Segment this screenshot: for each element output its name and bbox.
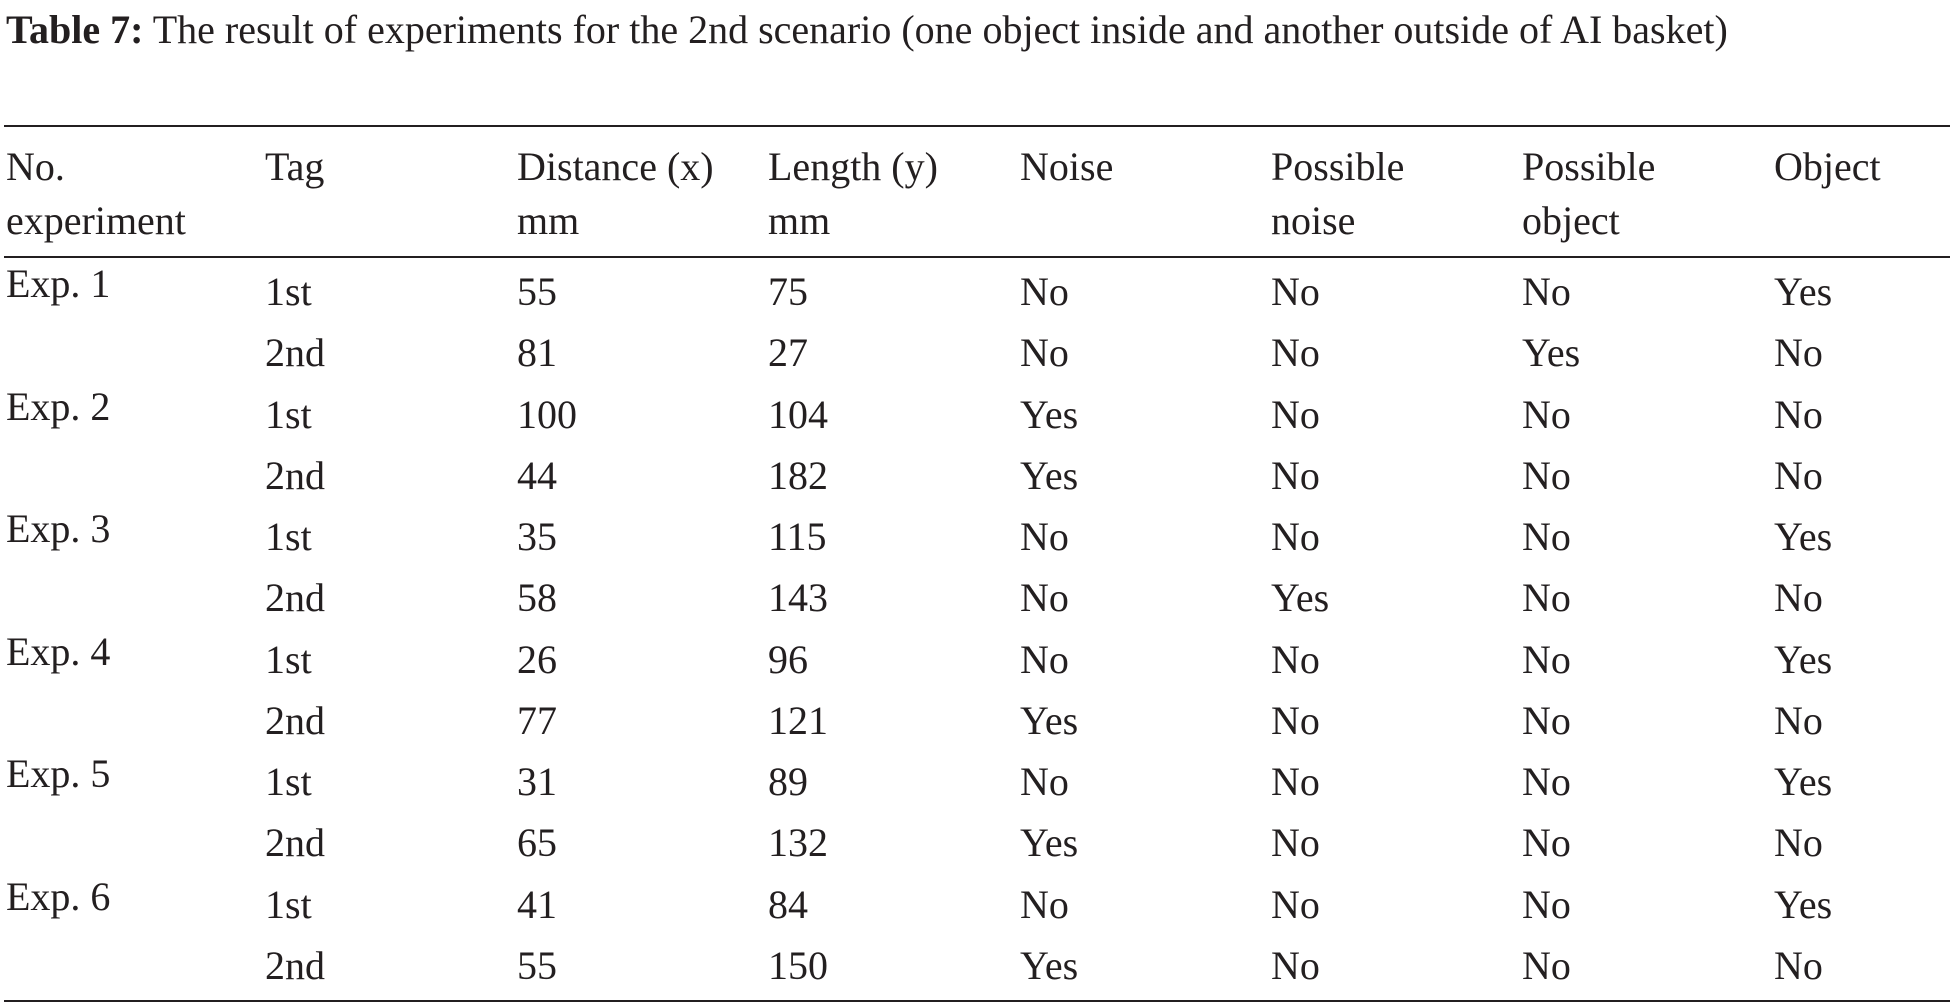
cell-possible-noise: No [1271, 269, 1320, 314]
column-header-line: noise [1271, 198, 1356, 243]
column-header-line: mm [768, 198, 831, 243]
cell-possible-noise: No [1271, 942, 1320, 988]
table-row [0, 446, 1954, 507]
cell-object: No [1774, 391, 1823, 437]
cell-length: 121 [768, 697, 828, 743]
cell-experiment: Exp. 3 [6, 506, 111, 551]
cell-length: 96 [768, 636, 808, 682]
cell-possible-object: No [1522, 514, 1571, 559]
cell-tag: 2nd [265, 697, 325, 743]
cell-length: 104 [768, 391, 828, 437]
column-header-line: Object [1774, 144, 1881, 189]
cell-possible-noise: No [1271, 636, 1320, 682]
table-row [0, 323, 1954, 384]
cell-object: No [1774, 575, 1823, 621]
cell-noise: Yes [1020, 697, 1079, 743]
cell-tag: 2nd [265, 330, 325, 376]
column-header-object [1774, 140, 1881, 194]
cell-noise: Yes [1020, 942, 1079, 988]
cell-object: No [1774, 452, 1823, 498]
cell-distance: 65 [517, 820, 557, 866]
cell-possible-noise: No [1271, 391, 1320, 437]
cell-tag: 1st [265, 269, 312, 314]
table-row [0, 813, 1954, 874]
cell-tag: 1st [265, 881, 312, 927]
cell-tag: 2nd [265, 575, 325, 621]
cell-length: 89 [768, 759, 808, 804]
cell-object: No [1774, 330, 1823, 376]
table-row [0, 936, 1954, 997]
cell-possible-object: No [1522, 269, 1571, 314]
cell-possible-noise: No [1271, 881, 1320, 927]
cell-experiment: Exp. 1 [6, 261, 111, 306]
table-bottom-rule [4, 1000, 1950, 1002]
cell-object: Yes [1774, 514, 1833, 559]
cell-noise: No [1020, 636, 1069, 682]
cell-possible-noise: Yes [1271, 575, 1330, 621]
column-header-possible-object [1522, 140, 1655, 248]
column-header-line: Noise [1020, 144, 1114, 189]
column-header-distance [517, 140, 714, 248]
cell-length: 182 [768, 452, 828, 498]
table-row [0, 385, 1954, 446]
column-header-line: Possible [1522, 144, 1656, 189]
cell-length: 150 [768, 942, 828, 988]
cell-tag: 1st [265, 636, 312, 682]
cell-possible-noise: No [1271, 697, 1320, 743]
cell-distance: 100 [517, 391, 577, 437]
cell-experiment: Exp. 2 [6, 383, 111, 429]
cell-experiment: Exp. 4 [6, 628, 111, 674]
cell-noise: Yes [1020, 391, 1079, 437]
cell-possible-object: No [1522, 942, 1571, 988]
cell-possible-object: Yes [1522, 330, 1581, 376]
cell-length: 115 [768, 514, 827, 559]
column-header-line: experiment [6, 198, 186, 243]
cell-possible-object: No [1522, 575, 1571, 621]
cell-possible-noise: No [1271, 759, 1320, 804]
table-row [0, 875, 1954, 936]
column-header-line: Length (y) [768, 144, 938, 189]
cell-tag: 2nd [265, 942, 325, 988]
table-header-row [0, 140, 1954, 250]
table-row [0, 507, 1954, 568]
cell-distance: 44 [517, 452, 557, 498]
column-header-line: Distance (x) [517, 144, 714, 189]
cell-possible-object: No [1522, 697, 1571, 743]
table-row [0, 752, 1954, 813]
table-header-rule [4, 256, 1950, 258]
cell-tag: 1st [265, 391, 312, 437]
column-header-line: No. [6, 144, 65, 189]
cell-distance: 55 [517, 269, 557, 314]
cell-object: Yes [1774, 269, 1833, 314]
table-caption-text: The result of experiments for the 2nd scenario (one object inside and another outside of AI basket) [143, 7, 1728, 52]
cell-experiment: Exp. 6 [6, 873, 111, 919]
cell-possible-noise: No [1271, 514, 1320, 559]
cell-distance: 81 [517, 330, 557, 376]
cell-distance: 55 [517, 942, 557, 988]
column-header-no-experiment [6, 140, 186, 248]
cell-distance: 26 [517, 636, 557, 682]
cell-object: Yes [1774, 759, 1833, 804]
cell-tag: 1st [265, 759, 312, 804]
cell-noise: Yes [1020, 452, 1079, 498]
cell-length: 132 [768, 820, 828, 866]
column-header-line: Tag [265, 144, 325, 189]
column-header-tag [265, 140, 324, 194]
cell-object: Yes [1774, 881, 1833, 927]
cell-tag: 2nd [265, 452, 325, 498]
cell-noise: No [1020, 514, 1069, 559]
cell-possible-noise: No [1271, 820, 1320, 866]
table-row [0, 630, 1954, 691]
table-row [0, 262, 1954, 323]
cell-distance: 35 [517, 514, 557, 559]
cell-possible-object: No [1522, 759, 1571, 804]
column-header-noise [1020, 140, 1113, 194]
table-caption [6, 4, 1952, 55]
cell-length: 84 [768, 881, 808, 927]
column-header-line: Possible [1271, 144, 1405, 189]
cell-object: No [1774, 697, 1823, 743]
cell-noise: No [1020, 575, 1069, 621]
cell-possible-noise: No [1271, 330, 1320, 376]
cell-experiment: Exp. 5 [6, 751, 111, 796]
cell-possible-noise: No [1271, 452, 1320, 498]
table-body [0, 262, 1954, 997]
column-header-length [768, 140, 938, 248]
cell-noise: No [1020, 759, 1069, 804]
cell-possible-object: No [1522, 820, 1571, 866]
cell-possible-object: No [1522, 391, 1571, 437]
cell-tag: 2nd [265, 820, 325, 866]
table-caption-label: Table 7: [6, 7, 144, 52]
cell-noise: No [1020, 330, 1069, 376]
cell-possible-object: No [1522, 881, 1571, 927]
cell-object: No [1774, 942, 1823, 988]
cell-possible-object: No [1522, 452, 1571, 498]
column-header-line: mm [517, 198, 580, 243]
cell-distance: 77 [517, 697, 557, 743]
cell-noise: No [1020, 881, 1069, 927]
cell-distance: 41 [517, 881, 557, 927]
table-top-rule [4, 125, 1950, 127]
cell-tag: 1st [265, 514, 312, 559]
cell-noise: Yes [1020, 820, 1079, 866]
column-header-line: object [1522, 198, 1620, 243]
cell-length: 143 [768, 575, 828, 621]
column-header-possible-noise [1271, 140, 1404, 248]
cell-object: No [1774, 820, 1823, 866]
cell-distance: 31 [517, 759, 557, 804]
table-row [0, 568, 1954, 629]
cell-object: Yes [1774, 636, 1833, 682]
cell-possible-object: No [1522, 636, 1571, 682]
cell-noise: No [1020, 269, 1069, 314]
table-row [0, 691, 1954, 752]
cell-distance: 58 [517, 575, 557, 621]
cell-length: 27 [768, 330, 808, 376]
cell-length: 75 [768, 269, 808, 314]
